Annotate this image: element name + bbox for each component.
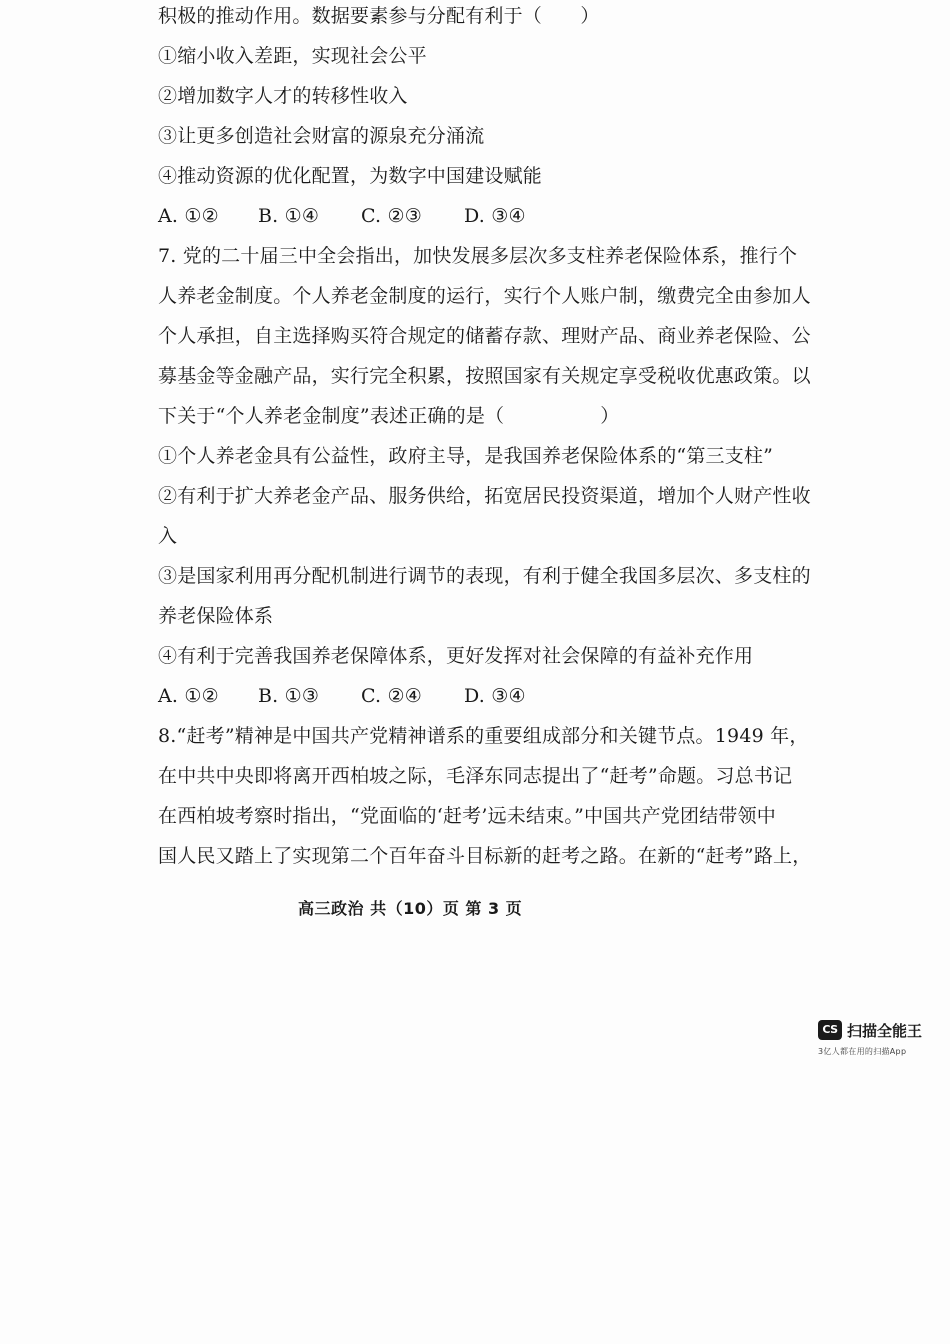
q7-option-d: D. ③④ [464, 685, 526, 707]
q7-line: 个人承担，自主选择购买符合规定的储蓄存款、理财产品、商业养老保险、公 [158, 325, 811, 347]
question-content [158, 0, 818, 876]
q7-line: 募基金等金融产品，实行完全积累，按照国家有关规定享受税收优惠政策。以 [158, 365, 811, 387]
q7-line: 养老保险体系 [158, 605, 274, 627]
q7-option-b: B. ①③ [258, 685, 320, 707]
q8-line: 8.“赶考”精神是中国共产党精神谱系的重要组成部分和关键节点。1949 年， [158, 725, 809, 747]
q8-line: 在中共中央即将离开西柏坡之际，毛泽东同志提出了“赶考”命题。习总书记 [158, 765, 793, 787]
q7-line: ①个人养老金具有公益性，政府主导，是我国养老保险体系的“第三支柱” [158, 445, 774, 467]
q7-options [158, 676, 818, 716]
q7-line: 下关于“个人养老金制度”表述正确的是（ ） [158, 405, 620, 427]
watermark-tagline: 3亿人都在用的扫描App [818, 1047, 907, 1056]
q8-line: 国人民又踏上了实现第二个百年奋斗目标新的赶考之路。在新的“赶考”路上， [158, 845, 812, 867]
q7-option-a: A. ①② [158, 685, 219, 707]
q6-option-d: D. ③④ [464, 205, 526, 227]
q6-choice-4: ④推动资源的优化配置，为数字中国建设赋能 [158, 165, 543, 187]
page-footer: 高三政治 共（10）页 第 3 页 [298, 899, 523, 918]
q6-choice-2: ②增加数字人才的转移性收入 [158, 85, 408, 107]
q6-options [158, 196, 818, 236]
q6-option-a: A. ①② [158, 205, 219, 227]
q6-choice-3: ③让更多创造社会财富的源泉充分涌流 [158, 125, 485, 147]
q7-option-c: C. ②④ [361, 685, 423, 707]
q6-stem-line: 积极的推动作用。数据要素参与分配有利于（ ） [158, 5, 600, 27]
q8-line: 在西柏坡考察时指出，“党面临的‘赶考’远未结束。”中国共产党团结带领中 [158, 805, 777, 827]
scanner-watermark [818, 1018, 933, 1062]
q7-line: ④有利于完善我国养老保障体系，更好发挥对社会保障的有益补充作用 [158, 645, 754, 667]
watermark-brand: 扫描全能王 [847, 1021, 923, 1040]
q7-line: 7. 党的二十届三中全会指出，加快发展多层次多支柱养老保险体系，推行个 [158, 245, 798, 267]
q6-option-c: C. ②③ [361, 205, 423, 227]
q6-option-b: B. ①④ [258, 205, 320, 227]
q7-line: ②有利于扩大养老金产品、服务供给，拓宽居民投资渠道，增加个人财产性收 [158, 485, 811, 507]
watermark-header [818, 1018, 933, 1042]
q7-line: 入 [158, 525, 178, 547]
q6-choice-1: ①缩小收入差距，实现社会公平 [158, 45, 427, 67]
camscanner-logo-icon: CS [818, 1020, 842, 1040]
q7-line: 人养老金制度。个人养老金制度的运行，实行个人账户制，缴费完全由参加人 [158, 285, 811, 307]
q7-line: ③是国家利用再分配机制进行调节的表现，有利于健全我国多层次、多支柱的 [158, 565, 811, 587]
